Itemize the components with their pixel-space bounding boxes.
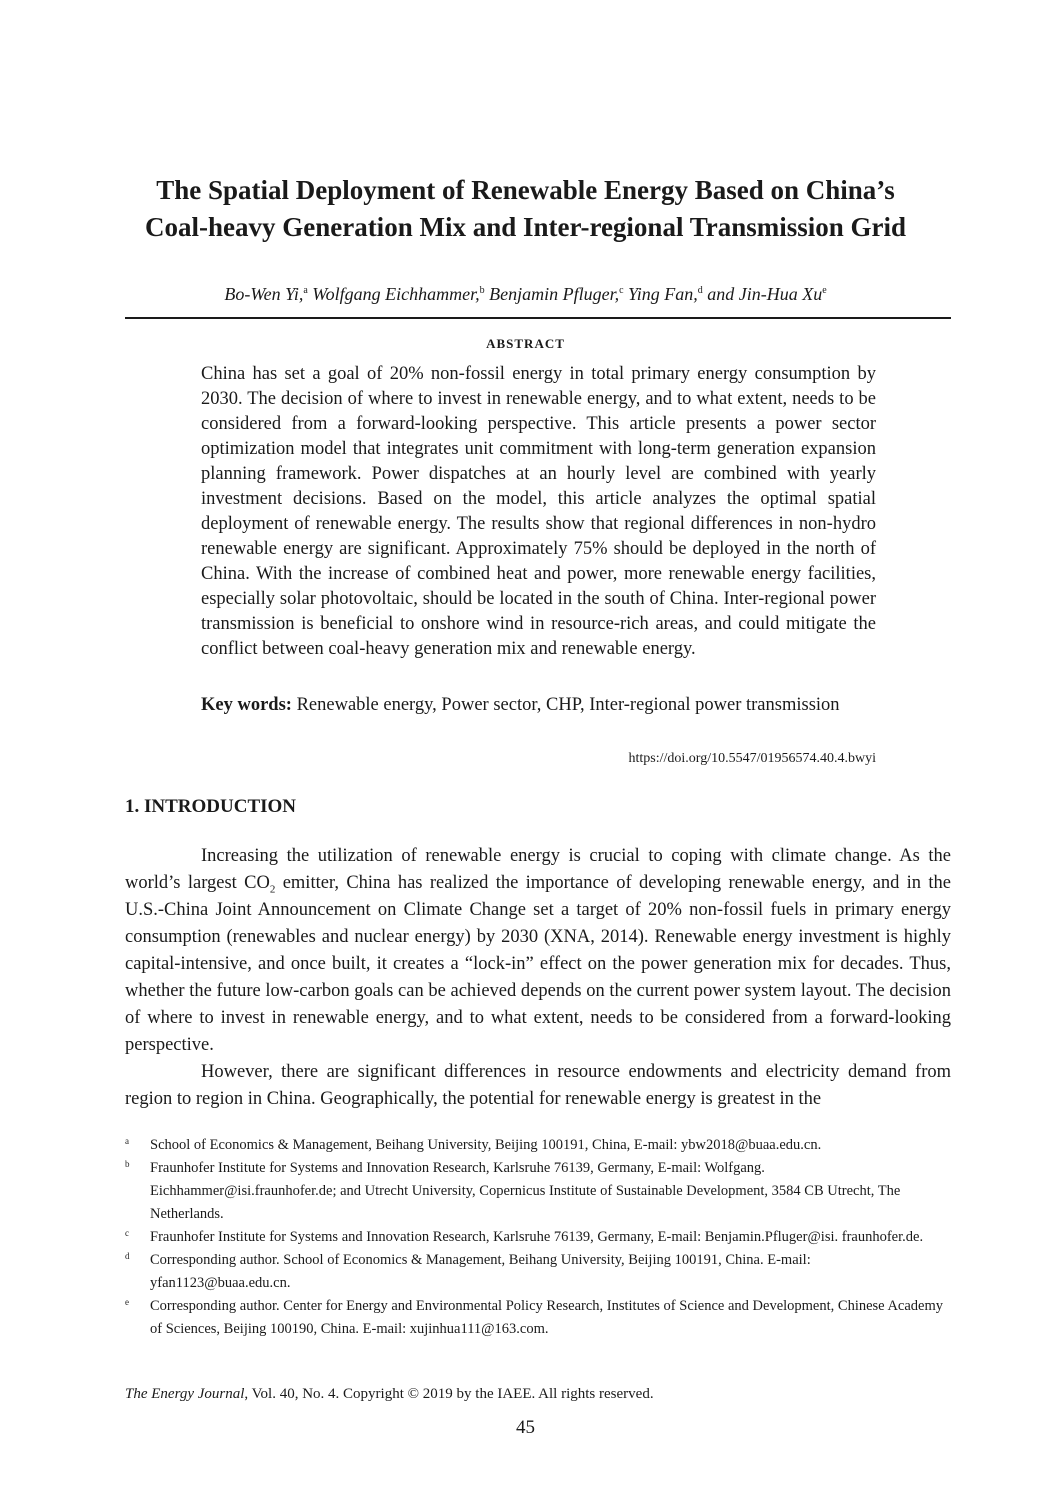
author-name: and Jin-Hua Xu [707, 284, 823, 304]
footnote-text: School of Economics & Management, Beihang University, Beijing 100191, China, E-mail: ybw2018@buaa.edu.cn. [150, 1137, 822, 1153]
footnote [125, 1295, 951, 1341]
journal-name: The Energy Journal [125, 1386, 245, 1402]
affiliation-mark: c [619, 285, 624, 296]
doi-link[interactable]: https://doi.org/10.5547/01956574.40.4.bwyi [628, 751, 876, 766]
footnote-text: Corresponding author. School of Economics & Management, Beihang University, Beijing 100191, China. E-mail: yfan1123@buaa.edu.cn. [150, 1252, 811, 1291]
footnote-mark: e [125, 1297, 129, 1307]
footnote-mark: d [125, 1251, 130, 1261]
author-name: Benjamin Pfluger, [489, 284, 620, 304]
paragraph-text: emitter, China has realized the importance of developing renewable energy, and in the U.S.-China Joint Announcement on Climate Change set a target of 20% non-fossil fuels in primary energy consumption (renewables and nuclear energy) by 2030 (XNA, 2014). Renewable energy investment is highly capital-intensive, and once built, it creates a “lock-in” effect on the power generation mix for decades. Thus, whether the future low-carbon goals can be achieved depends on the current power system layout. The decision of where to invest in renewable energy, and to what extent, needs to be considered from a forward-looking perspective. [125, 873, 951, 1055]
keywords-text: Renewable energy, Power sector, CHP, Inter-regional power transmission [296, 695, 840, 715]
affiliation-mark: a [303, 285, 308, 296]
affiliation-mark: b [479, 285, 485, 296]
abstract-heading: ABSTRACT [486, 336, 565, 351]
affiliation-mark: d [697, 285, 703, 296]
footnote-text: Fraunhofer Institute for Systems and Innovation Research, Karlsruhe 76139, Germany, E-mail: Wolfgang. Eichhammer@isi.fraunhofer.de; and Utrecht University, Copernicus Institute of Sustainable Development, 3584 CB Utrecht, The Netherlands. [150, 1160, 901, 1222]
subscript: 2 [269, 883, 276, 896]
footnote-mark: b [125, 1159, 130, 1169]
author-list [100, 282, 951, 306]
affiliation-mark: e [822, 285, 827, 296]
journal-citation [125, 1386, 654, 1403]
footnote-text: Corresponding author. Center for Energy and Environmental Policy Research, Institutes of Science and Development, Chinese Academy of Sciences, Beijing 100190, China. E-mail: xujinhua111@163.com. [150, 1298, 943, 1337]
body-paragraph: However, there are significant differences in resource endowments and electricity demand from region to region in China. Geographically, the potential for renewable energy is greatest in the [125, 1062, 951, 1109]
body-paragraph [125, 843, 951, 1059]
footnote-mark: a [125, 1136, 129, 1146]
footnote [125, 1157, 951, 1226]
author-name: Wolfgang Eichhammer, [312, 284, 480, 304]
keywords-label: Key words: [201, 695, 292, 715]
copyright-text: , Vol. 40, No. 4. Copyright © 2019 by the IAEE. All rights reserved. [244, 1386, 654, 1402]
page-number: 45 [516, 1417, 535, 1438]
title-line-2: Coal-heavy Generation Mix and Inter-regional Transmission Grid [144, 212, 906, 242]
footnote [125, 1226, 951, 1249]
author-name: Bo-Wen Yi, [224, 284, 304, 304]
footnotes [125, 1134, 951, 1341]
footnote [125, 1249, 951, 1295]
footnote-mark: c [125, 1228, 129, 1238]
paragraph-text: Increasing the utilization of renewable energy is crucial to coping with climate change. As the world’s largest CO [125, 846, 951, 893]
author-name: Ying Fan, [628, 284, 698, 304]
header-divider [125, 317, 951, 319]
keywords [201, 693, 876, 718]
section-heading: 1. INTRODUCTION [125, 796, 297, 817]
title-line-1: The Spatial Deployment of Renewable Energy Based on China’s [156, 175, 895, 205]
paper-title [100, 172, 951, 246]
footnote-text: Fraunhofer Institute for Systems and Innovation Research, Karlsruhe 76139, Germany, E-mail: Benjamin.Pfluger@isi. fraunhofer.de. [150, 1229, 924, 1245]
abstract-text: China has set a goal of 20% non-fossil energy in total primary energy consumption by 2030. The decision of where to invest in renewable energy, and to what extent, needs to be considered from a forward-looking perspective. This article presents a power sector optimization model that integrates unit commitment with long-term generation expansion planning framework. Power dispatches at an hourly level are combined with yearly investment decisions. Based on the model, this article analyzes the optimal spatial deployment of renewable energy. The results show that regional differences in non-hydro renewable energy are significant. Approximately 75% should be deployed in the north of China. With the increase of combined heat and power, more renewable energy facilities, especially solar photovoltaic, should be located in the south of China. Inter-regional power transmission is beneficial to onshore wind in resource-rich areas, and could mitigate the conflict between coal-heavy generation mix and renewable energy. [201, 364, 876, 659]
footnote [125, 1134, 951, 1157]
